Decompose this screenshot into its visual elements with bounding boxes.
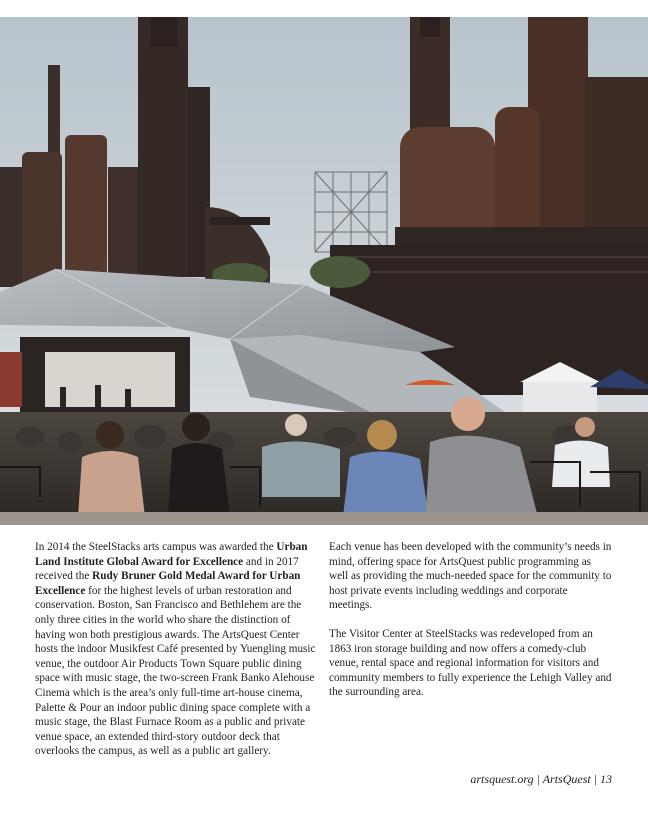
page-footer: artsquest.org | ArtsQuest | 13 <box>470 772 612 786</box>
text-run: for the highest levels of urban restoration and conservation. Boston, San Francisco and Bethlehem are the only three cities in the world who share the distinction of having won both prestigious awards. The ArtsQuest Center hosts the indoor Musikfest Café presented by Yuengling music venue, the outdoor Air Products Town Square public dining space with music stage, the two-screen Frank Banko Alehouse Cinema which is the area’s only full-time art-house cinema, Palette & Pour an indoor public dining space complete with a music stage, the Blast Furnace Room as a public and private venue space, an extended third-story outdoor deck that overlooks the campus, as well as a public art gallery. <box>35 584 316 758</box>
award-name-rudy-bruner: Rudy Bruner Gold Medal Award for Urban Excellence <box>35 570 301 597</box>
stage <box>0 337 190 412</box>
scaffold-tower <box>315 172 387 252</box>
text-run: and in 2017 received the <box>35 555 299 583</box>
photo-illustration <box>0 17 648 525</box>
article-paragraph: The Visitor Center at SteelStacks was redeveloped from an 1863 iron storage building and now offers a comedy-club venue, rental space and regional information for visitors and community members to fully experience the Lehigh Valley and the surrounding area. <box>329 627 612 699</box>
article-right-column <box>329 540 613 714</box>
text-run: In 2014 the SteelStacks arts campus was awarded the <box>35 541 277 553</box>
article-paragraph: Each venue has been developed with the community’s needs in mind, offering space for ArtsQuest public programming as well as providing the much-needed space for the community to host private events including weddings and corporate meetings. <box>329 541 612 612</box>
article-paragraph <box>35 540 321 759</box>
curb <box>0 512 648 525</box>
award-name-uli: Urban Land Institute Global Award for Excellence <box>35 541 308 568</box>
article-left-column <box>35 540 321 773</box>
steelstacks-concert-photo <box>0 17 648 525</box>
